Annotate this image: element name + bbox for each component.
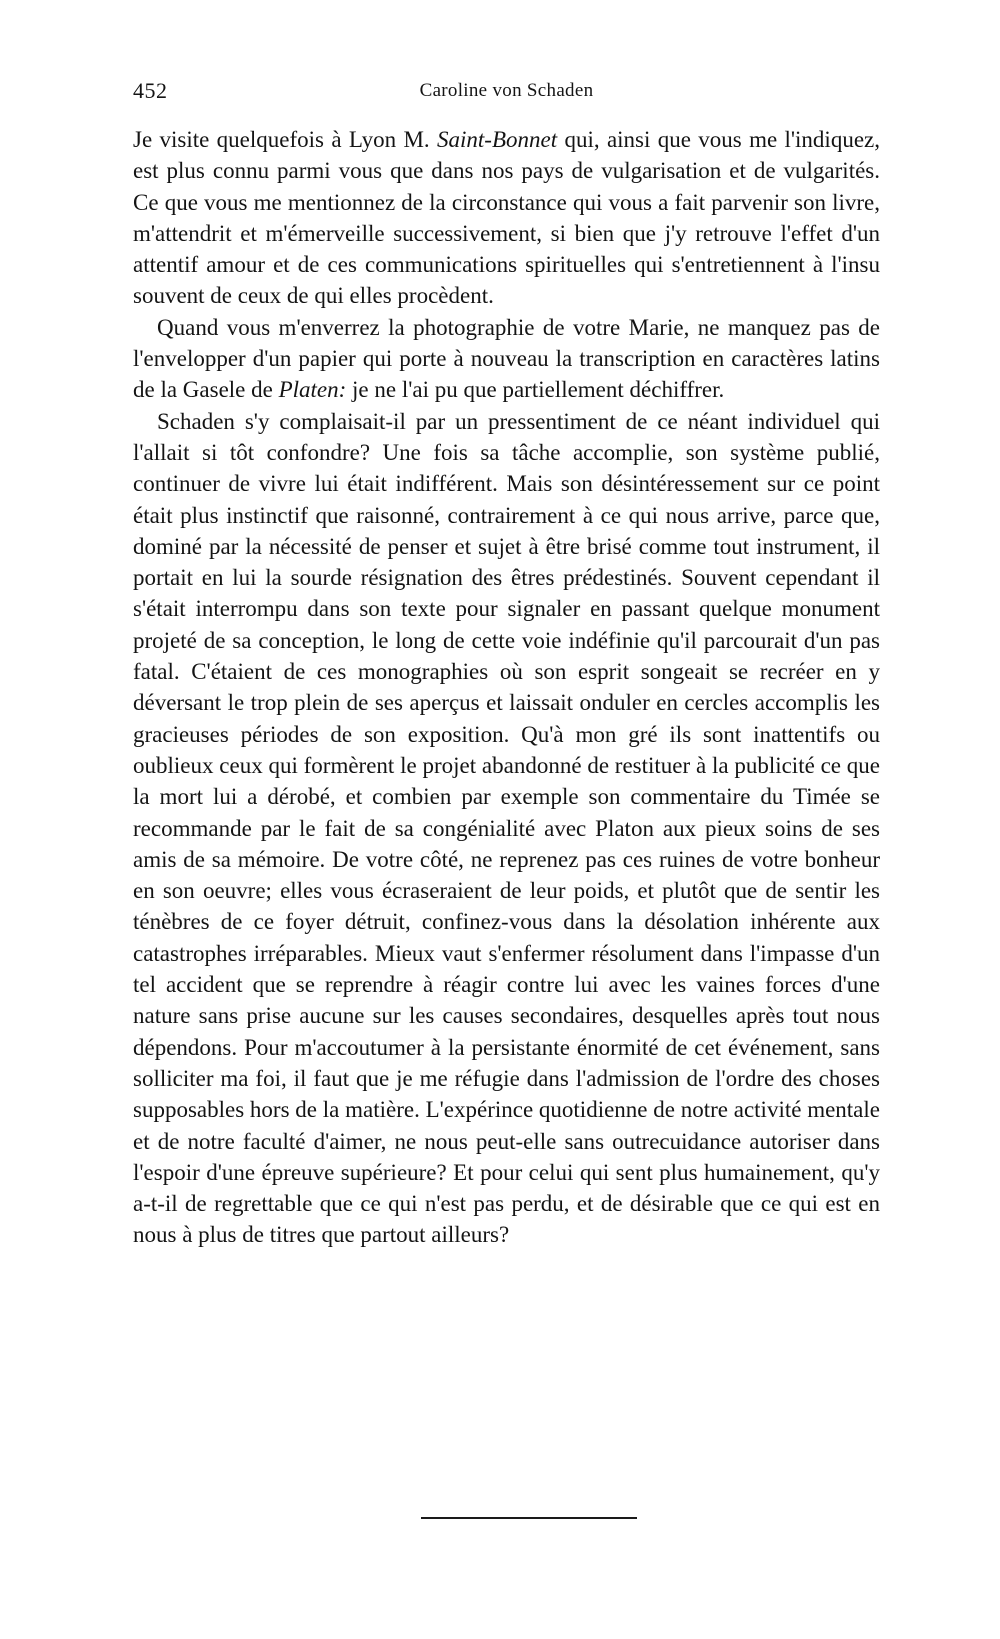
running-head: Caroline von Schaden xyxy=(419,80,594,101)
body-text xyxy=(133,124,880,1251)
paragraph xyxy=(133,124,880,312)
paragraph xyxy=(133,406,880,1251)
italic-run: Saint-Bonnet xyxy=(437,127,558,152)
text-run: qui, ainsi que vous me l'indiquez, est plus connu parmi vous que dans nos pays de vulgarisation et de vulgarités. Ce que vous me mentionnez de la circonstance qui vous a fait parvenir son livre, m'attendrit et m'émerveille successivement, si bien que j'y retrouve l'effet d'un attentif amour et de ces communications spirituelles qui s'entretiennent à l'insu souvent de ceux de qui elles procèdent. xyxy=(133,127,880,309)
paragraph xyxy=(133,312,880,406)
text-run: Je visite quelquefois à Lyon M. xyxy=(133,127,438,152)
italic-run: Platen: xyxy=(278,377,347,403)
page-header xyxy=(133,78,880,108)
text-run: Quand vous m'enverrez la photographie de votre Marie, ne manquez pas de l'envelopper d'un papier qui porte à nouveau la transcription en caractères latins de la Gasele de xyxy=(133,314,880,403)
text-run: je ne l'ai pu que partiellement déchiffrer. xyxy=(346,377,725,403)
text-run: Schaden s'y complaisait-il par un pressentiment de ce néant individuel qui l'allait si tôt confondre? Une fois sa tâche accomplie, son système publié, continuer de vivre lui était indifférent. Mais son désintéressement sur ce point était plus instinctif que raisonné, contrairement à ce qui nous arrive, parce que, dominé par la nécessité de penser et sujet à être brisé comme tout instrument, il portait en lui la sourde résignation des êtres prédestinés. Souvent cependant il s'était interrompu dans son texte pour signaler en passant quelque monument projeté de sa conception, le long de cette voie indéfinie qu'il parcourait d'un pas fatal. C'étaient de ces monographies où son esprit songeait se recréer en y déversant le trop plein de ses aperçus et laissait onduler en cercles accomplis les gracieuses périodes de son exposition. Qu'à mon gré ils sont inattentifs ou oublieux ceux qui formèrent le projet abandonné de restituer à la publicité ce que la mort lui a dérobé, et combien par exemple son commentaire du Timée se recommande par le fait de sa congénialité avec Platon aux pieux soins de ses amis de sa mémoire. De votre côté, ne reprenez pas ces ruines de votre bonheur en son oeuvre; elles vous écraseraient de leur poids, et plutôt que de sentir les ténèbres de ce foyer détruit, confinez-vous dans la désolation inhérente aux catastrophes irréparables. Mieux vaut s'enfermer résolument dans l'impasse d'un tel accident que se reprendre à réagir contre lui avec les vaines forces d'une nature sans prise aucune sur les causes secondaires, desquelles après tout nous dépendons. Pour m'accoutumer à la persistante énormité de cet événement, sans solliciter ma foi, il faut que je me réfugie dans l'admission de l'ordre des choses supposables hors de la matière. L'expérince quotidienne de notre activité mentale et de notre faculté d'aimer, ne nous peut-elle sans outrecuidance autoriser dans l'espoir d'une épreuve supérieure? Et pour celui qui sent plus humainement, qu'y a-t-il de regrettable que ce qui n'est pas perdu, et de désirable que ce qui est en nous à plus de titres que partout ailleurs? xyxy=(133,408,880,1248)
closing-rule xyxy=(421,1517,637,1519)
page-number: 452 xyxy=(133,78,168,103)
